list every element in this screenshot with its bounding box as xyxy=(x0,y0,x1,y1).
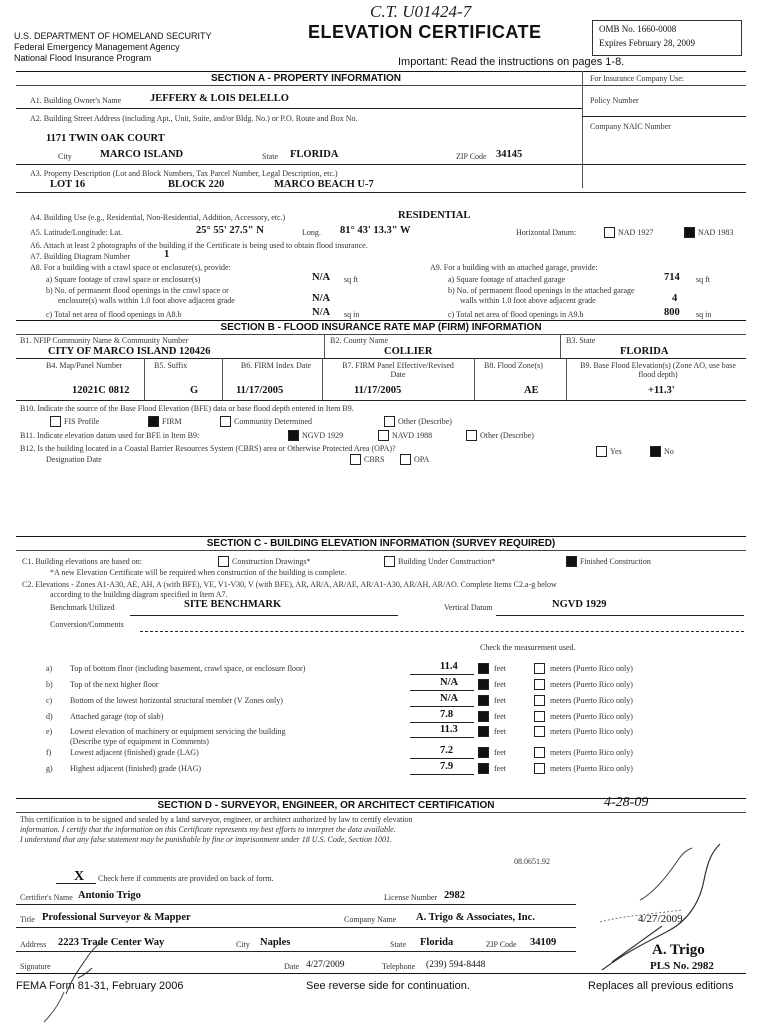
divider xyxy=(16,108,582,109)
a2-city: MARCO ISLAND xyxy=(100,149,184,160)
a8b-label-1: b) No. of permanent flood openings in the crawl space or xyxy=(46,286,229,295)
b12-cbrs-checkbox[interactable] xyxy=(350,454,361,465)
nad1983-checkbox[interactable] xyxy=(684,227,695,238)
b10-firm-checkbox[interactable] xyxy=(148,416,159,427)
a8b-label-2: enclosure(s) walls within 1.0 foot above adjacent grade xyxy=(58,296,235,305)
address-value: 2223 Trade Center Way xyxy=(58,937,165,948)
signature-label: Signature xyxy=(20,962,51,971)
elevation-value-underline xyxy=(410,758,474,759)
a8-label: A8. For a building with a crawl space or enclosure(s), provide: xyxy=(30,263,231,272)
a2-label: A2. Building Street Address (including Apt., Unit, Suite, and/or Bldg. No.) or P.O. Route and Box No. xyxy=(30,114,358,123)
elevation-row-value: 11.4 xyxy=(440,661,458,672)
elevation-row-sublabel: (Describe type of equipment in Comments) xyxy=(70,737,209,746)
footer-form-number: FEMA Form 81-31, February 2006 xyxy=(16,980,184,992)
handwritten-date: 4-28-09 xyxy=(604,795,649,810)
a5-long-label: Long. xyxy=(302,228,321,237)
a9-label: A9. For a building with an attached garage, provide: xyxy=(430,263,598,272)
elevation-row-value: 7.8 xyxy=(440,709,454,720)
b12-label-2: Designation Date xyxy=(46,455,102,464)
b12-no-label: No xyxy=(664,447,674,456)
elevation-row-key: a) xyxy=(46,664,53,673)
company-name-label: Company Name xyxy=(344,915,397,924)
b5-label: B5. Suffix xyxy=(154,361,188,370)
divider xyxy=(322,358,323,400)
a8a-value: N/A xyxy=(312,272,331,283)
meters-checkbox[interactable] xyxy=(534,747,545,758)
important-note: Important: Read the instructions on pages 1-8. xyxy=(398,56,625,68)
c1-finished-checkbox[interactable] xyxy=(566,556,577,567)
b2-county: COLLIER xyxy=(384,346,433,357)
b10-other-checkbox[interactable] xyxy=(384,416,395,427)
comments-check-label: Check here if comments are provided on back of form. xyxy=(98,874,274,883)
divider xyxy=(16,358,746,359)
feet-label: feet xyxy=(494,712,506,721)
divider xyxy=(222,358,223,400)
elevation-row-label: Top of the next higher floor xyxy=(70,680,159,689)
a9c-unit: sq in xyxy=(696,310,712,319)
benchmark-underline xyxy=(130,615,398,616)
elevation-row-label: Highest adjacent (finished) grade (HAG) xyxy=(70,764,202,773)
elevation-value-underline xyxy=(410,774,474,775)
c2-label-2: according to the building diagram specified in Item A7. xyxy=(50,590,228,599)
nad1927-label: NAD 1927 xyxy=(618,228,654,237)
divider xyxy=(144,358,145,400)
a7-label: A7. Building Diagram Number xyxy=(30,252,130,261)
meters-label: meters (Puerto Rico only) xyxy=(550,696,633,705)
a5-longitude: 81° 43' 13.3" W xyxy=(340,225,411,236)
meters-checkbox[interactable] xyxy=(534,763,545,774)
c2-label-1: C2. Elevations - Zones A1-A30, AE, AH, A (with BFE), VE, V1-V30, V (with BFE), AR, AR/A, AR/AE, AR/A1-A30, AR/AH, AR/AO. Complete Items C2.a-g below xyxy=(22,580,557,589)
elevation-row-key: e) xyxy=(46,727,53,736)
a8a-label: a) Square footage of crawl space or enclosure(s) xyxy=(46,275,201,284)
b7-firm-panel-date: 11/17/2005 xyxy=(354,385,402,396)
c1-under-construction-label: Building Under Construction* xyxy=(398,557,496,566)
meters-label: meters (Puerto Rico only) xyxy=(550,764,633,773)
b11-ngvd-checkbox[interactable] xyxy=(288,430,299,441)
a8b-value: N/A xyxy=(312,293,331,304)
agency-line-2: Federal Emergency Management Agency xyxy=(14,42,180,52)
footer-continuation: See reverse side for continuation. xyxy=(306,980,470,992)
a9a-unit: sq ft xyxy=(696,275,710,284)
meters-checkbox[interactable] xyxy=(534,695,545,706)
a9c-label: c) Total net area of flood openings in A9.b xyxy=(448,310,584,319)
meters-label: meters (Puerto Rico only) xyxy=(550,712,633,721)
feet-checkbox[interactable] xyxy=(478,726,489,737)
feet-checkbox[interactable] xyxy=(478,747,489,758)
b11-other-checkbox[interactable] xyxy=(466,430,477,441)
nad1983-label: NAD 1983 xyxy=(698,228,734,237)
feet-label: feet xyxy=(494,748,506,757)
divider xyxy=(474,358,475,400)
c1-construction-label: Construction Drawings* xyxy=(232,557,311,566)
elevation-row-label: Bottom of the lowest horizontal structural member (V Zones only) xyxy=(70,696,283,705)
elevation-value-underline xyxy=(410,674,474,675)
comments-x-mark: X xyxy=(74,869,85,884)
a2-street-address: 1171 TWIN OAK COURT xyxy=(46,133,165,144)
b11-navd-label: NAVD 1988 xyxy=(392,431,433,440)
title-label: Title xyxy=(20,915,35,924)
b11-ngvd-label: NGVD 1929 xyxy=(302,431,344,440)
feet-label: feet xyxy=(494,727,506,736)
d-zip-value: 34109 xyxy=(530,937,557,948)
a9b-label-1: b) No. of permanent flood openings in the attached garage xyxy=(448,286,635,295)
omb-expires: Expires February 28, 2009 xyxy=(599,38,695,48)
elevation-row-value: 7.2 xyxy=(440,745,454,756)
d-state-value: Florida xyxy=(420,937,454,948)
zip-label: ZIP Code xyxy=(456,152,487,161)
b7-label: B7. FIRM Panel Effective/Revised Date xyxy=(342,361,454,379)
checkmark-underline xyxy=(56,883,96,884)
meters-label: meters (Puerto Rico only) xyxy=(550,748,633,757)
b5-suffix: G xyxy=(190,385,199,396)
license-number-label: License Number xyxy=(384,893,438,902)
elevation-row-key: d) xyxy=(46,712,53,721)
meters-label: meters (Puerto Rico only) xyxy=(550,680,633,689)
a3-lot: LOT 16 xyxy=(50,179,86,190)
a4-label: A4. Building Use (e.g., Residential, Non-Residential, Addition, Accessory, etc.) xyxy=(30,213,286,222)
nad1927-checkbox[interactable] xyxy=(604,227,615,238)
footer-replaces: Replaces all previous editions xyxy=(588,980,734,992)
benchmark-value: SITE BENCHMARK xyxy=(184,599,282,610)
feet-label: feet xyxy=(494,664,506,673)
a5-latitude: 25° 55' 27.5" N xyxy=(196,225,264,236)
certification-text-3: I understand that any false statement may be punishable by fine or imprisonment under 18 U.S. Code, Section 1001. xyxy=(20,835,392,844)
b11-navd-checkbox[interactable] xyxy=(378,430,389,441)
company-naic-label: Company NAIC Number xyxy=(590,122,671,131)
a8c-value: N/A xyxy=(312,307,331,318)
meters-checkbox[interactable] xyxy=(534,663,545,674)
divider xyxy=(324,334,325,358)
seal-date: 4/27/2009 xyxy=(638,913,683,925)
elevation-value-underline xyxy=(410,737,474,738)
margin-scribble xyxy=(24,990,104,1024)
city-label: City xyxy=(58,152,72,161)
a9a-value: 714 xyxy=(664,272,680,283)
c1-under-construction-checkbox[interactable] xyxy=(384,556,395,567)
elevation-value-underline xyxy=(410,722,474,723)
conversion-comments-line xyxy=(140,631,744,632)
section-d-title: SECTION D - SURVEYOR, ENGINEER, OR ARCHITECT CERTIFICATION xyxy=(16,798,746,813)
a3-subdivision: MARCO BEACH U-7 xyxy=(274,179,374,190)
b10-community-checkbox[interactable] xyxy=(220,416,231,427)
b10-community-label: Community Determined xyxy=(234,417,312,426)
c1-label: C1. Building elevations are based on: xyxy=(22,557,142,566)
a6-text: A6. Attach at least 2 photographs of the building if the Certificate is being used to obtain flood insurance. xyxy=(30,241,368,250)
form-title: ELEVATION CERTIFICATE xyxy=(308,22,542,42)
b10-label: B10. Indicate the source of the Base Flood Elevation (BFE) data or base flood depth entered in Item B9. xyxy=(20,404,354,413)
check-measurement-label: Check the measurement used. xyxy=(480,643,576,652)
vertical-datum-label: Vertical Datum xyxy=(444,603,493,612)
seal-name: A. Trigo xyxy=(652,942,705,958)
elevation-value-underline xyxy=(410,706,474,707)
a3-block: BLOCK 220 xyxy=(168,179,225,190)
b12-opa-checkbox[interactable] xyxy=(400,454,411,465)
policy-number-label: Policy Number xyxy=(590,96,639,105)
divider xyxy=(16,973,746,974)
a1-label: A1. Building Owner's Name xyxy=(30,96,122,105)
b6-firm-index-date: 11/17/2005 xyxy=(236,385,284,396)
b12-cbrs-label: CBRS xyxy=(364,455,385,464)
feet-label: feet xyxy=(494,680,506,689)
b12-no-checkbox[interactable] xyxy=(650,446,661,457)
b10-fis-checkbox[interactable] xyxy=(50,416,61,427)
a5-label: A5. Latitude/Longitude: Lat. xyxy=(30,228,123,237)
vertical-datum-underline xyxy=(496,615,744,616)
agency-line-3: National Flood Insurance Program xyxy=(14,53,152,63)
elevation-row-key: f) xyxy=(46,748,52,757)
elevation-row-value: N/A xyxy=(440,677,459,688)
meters-checkbox[interactable] xyxy=(534,726,545,737)
license-number: 2982 xyxy=(444,890,465,901)
state-label: State xyxy=(262,152,278,161)
a4-building-use: RESIDENTIAL xyxy=(398,210,471,221)
divider xyxy=(566,358,567,400)
feet-checkbox[interactable] xyxy=(478,695,489,706)
d-city-label: City xyxy=(236,940,250,949)
b2-label: B2. County Name xyxy=(330,336,388,345)
b9-bfe: +11.3' xyxy=(648,385,675,396)
a8c-label: c) Total net area of flood openings in A8.b xyxy=(46,310,182,319)
omb-number: OMB No. 1660-0008 xyxy=(599,24,677,34)
a9b-label-2: walls within 1.0 foot above adjacent grade xyxy=(460,296,596,305)
datum-label: Horizontal Datum: xyxy=(516,228,577,237)
section-c-title: SECTION C - BUILDING ELEVATION INFORMATION (SURVEY REQUIRED) xyxy=(16,536,746,551)
feet-checkbox[interactable] xyxy=(478,763,489,774)
meters-label: meters (Puerto Rico only) xyxy=(550,727,633,736)
address-label: Address xyxy=(20,940,47,949)
elevation-row-key: b) xyxy=(46,680,53,689)
certification-text-2: information. I certify that the information on this Certificate represents my best efforts to interpret the data available. xyxy=(20,825,396,834)
a7-diagram-number: 1 xyxy=(164,249,170,260)
elevation-row-key: c) xyxy=(46,696,53,705)
b10-firm-label: FIRM xyxy=(162,417,182,426)
elevation-row-label: Lowest adjacent (finished) grade (LAG) xyxy=(70,748,199,757)
divider xyxy=(16,927,576,928)
c1-finished-label: Finished Construction xyxy=(580,557,651,566)
a9a-label: a) Square footage of attached garage xyxy=(448,275,566,284)
elevation-row-value: 7.9 xyxy=(440,761,454,772)
feet-checkbox[interactable] xyxy=(478,663,489,674)
b1-community: CITY OF MARCO ISLAND 120426 xyxy=(48,346,211,357)
feet-label: feet xyxy=(494,764,506,773)
elevation-row-value: 11.3 xyxy=(440,724,458,735)
section-a-title: SECTION A - PROPERTY INFORMATION xyxy=(16,71,746,86)
b12-label-1: B12. Is the building located in a Coastal Barrier Resources System (CBRS) area or Otherwise Protected Area (OPA)? xyxy=(20,444,396,453)
elevation-row-value: N/A xyxy=(440,693,459,704)
c1-construction-checkbox[interactable] xyxy=(218,556,229,567)
elevation-row-label: Lowest elevation of machinery or equipment servicing the building xyxy=(70,727,286,736)
certifier-name: Antonio Trigo xyxy=(78,890,141,901)
insurance-use-label: For Insurance Company Use: xyxy=(590,74,684,83)
file-number: 08.0651.92 xyxy=(514,857,550,866)
divider xyxy=(16,904,576,905)
b4-map-panel: 12021C 0812 xyxy=(72,385,130,396)
seal-license-number: PLS No. 2982 xyxy=(650,960,714,972)
a2-state: FLORIDA xyxy=(290,149,339,160)
a3-label: A3. Property Description (Lot and Block Numbers, Tax Parcel Number, Legal Description, etc.) xyxy=(30,169,338,178)
feet-label: feet xyxy=(494,696,506,705)
a8c-unit: sq in xyxy=(344,310,360,319)
feet-checkbox[interactable] xyxy=(478,679,489,690)
elevation-row-key: g) xyxy=(46,764,53,773)
a1-owner-name: JEFFERY & LOIS DELELLO xyxy=(150,93,289,104)
divider xyxy=(560,334,561,358)
b9-label: B9. Base Flood Elevation(s) (Zone AO, use base flood depth) xyxy=(580,361,736,379)
date-value: 4/27/2009 xyxy=(306,960,345,970)
a9c-value: 800 xyxy=(664,307,680,318)
benchmark-label: Benchmark Utilized xyxy=(50,603,115,612)
agency-line-1: U.S. DEPARTMENT OF HOMELAND SECURITY xyxy=(14,31,212,41)
elevation-row-label: Top of bottom floor (including basement, crawl space, or enclosure floor) xyxy=(70,664,306,673)
b6-label: B6. FIRM Index Date xyxy=(240,361,312,370)
meters-checkbox[interactable] xyxy=(534,711,545,722)
elevation-value-underline xyxy=(410,690,474,691)
b10-fis-label: FIS Profile xyxy=(64,417,100,426)
date-label: Date xyxy=(284,962,300,971)
divider xyxy=(16,400,746,401)
divider xyxy=(582,116,746,117)
telephone-value: (239) 594-8448 xyxy=(426,960,486,970)
b3-state: FLORIDA xyxy=(620,346,669,357)
divider xyxy=(16,192,746,193)
company-name: A. Trigo & Associates, Inc. xyxy=(416,912,535,923)
b8-label: B8. Flood Zone(s) xyxy=(484,361,543,370)
certifier-name-label: Certifier's Name xyxy=(20,893,73,902)
b11-label: B11. Indicate elevation datum used for BFE in Item B9: xyxy=(20,431,200,440)
certifier-title: Professional Surveyor & Mapper xyxy=(42,912,191,923)
b10-other-label: Other (Describe) xyxy=(398,417,452,426)
elevation-row-label: Attached garage (top of slab) xyxy=(70,712,164,721)
omb-box xyxy=(592,20,742,56)
divider xyxy=(16,164,746,165)
d-city-value: Naples xyxy=(260,937,291,948)
certification-text-1: This certification is to be signed and sealed by a land surveyor, engineer, or architect authorized by law to certify elevation xyxy=(20,815,413,824)
c1-note: *A new Elevation Certificate will be required when construction of the building is complete. xyxy=(50,568,347,577)
feet-checkbox[interactable] xyxy=(478,711,489,722)
meters-checkbox[interactable] xyxy=(534,679,545,690)
b1-label: B1. NFIP Community Name & Community Number xyxy=(20,336,189,345)
b3-label: B3. State xyxy=(566,336,596,345)
d-zip-label: ZIP Code xyxy=(486,940,517,949)
section-b-title: SECTION B - FLOOD INSURANCE RATE MAP (FIRM) INFORMATION xyxy=(16,320,746,335)
vertical-datum-value: NGVD 1929 xyxy=(552,599,607,610)
a9b-value: 4 xyxy=(672,293,678,304)
b4-label: B4. Map/Panel Number xyxy=(46,361,123,370)
b12-opa-label: OPA xyxy=(414,455,430,464)
meters-label: meters (Puerto Rico only) xyxy=(550,664,633,673)
b8-flood-zone: AE xyxy=(524,385,539,396)
b12-yes-checkbox[interactable] xyxy=(596,446,607,457)
b12-yes-label: Yes xyxy=(610,447,622,456)
handwritten-id: C.T. U01424-7 xyxy=(370,2,472,21)
d-state-label: State xyxy=(390,940,406,949)
a2-zip: 34145 xyxy=(496,149,523,160)
b11-other-label: Other (Describe) xyxy=(480,431,534,440)
conversion-comments-label: Conversion/Comments xyxy=(50,620,124,629)
telephone-label: Telephone xyxy=(382,962,416,971)
a8a-unit: sq ft xyxy=(344,275,358,284)
insurance-use-divider xyxy=(582,71,583,188)
